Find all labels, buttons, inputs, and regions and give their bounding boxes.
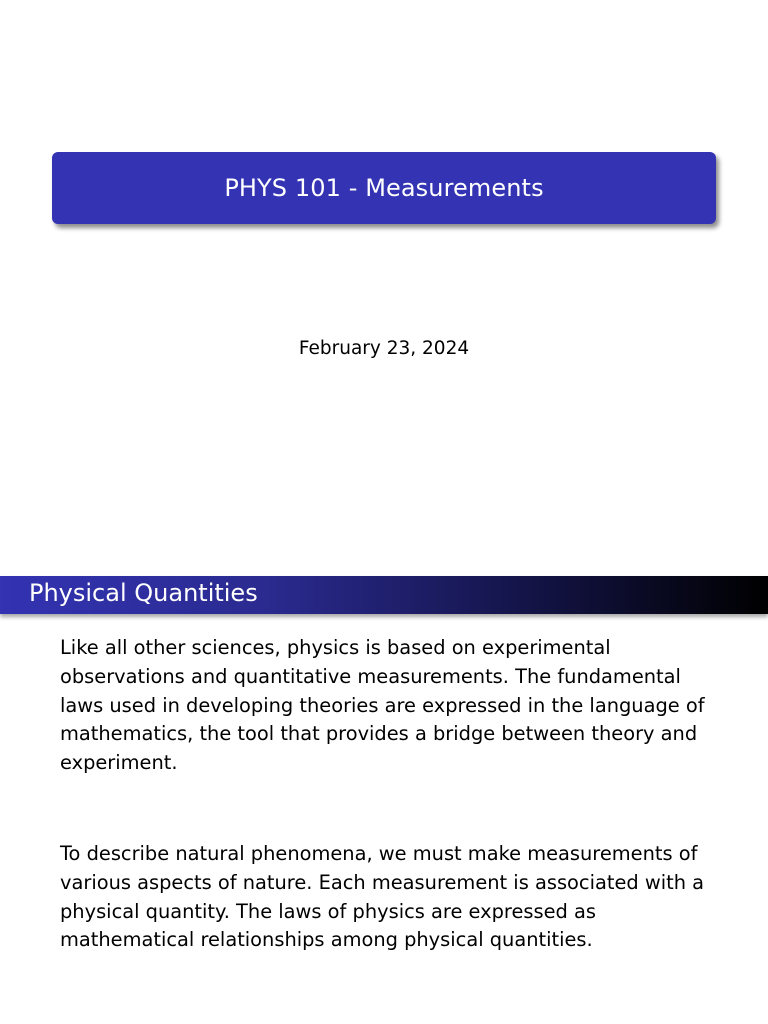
frame-title: Physical Quantities [29, 579, 258, 607]
presentation-title: PHYS 101 - Measurements [224, 174, 544, 202]
paragraph-2 [60, 840, 720, 955]
paragraph-2-line-3: physical quantity. The laws of physics are expressed as [60, 899, 596, 923]
paragraph-1-line-2: observations and quantitative measurements. The fundamental [60, 664, 681, 688]
presentation-date: February 23, 2024 [298, 338, 470, 359]
paragraph-1-line-3: laws used in developing theories are expressed in the language of [60, 693, 705, 717]
title-box [52, 152, 716, 224]
paragraph-1-line-1: Like all other sciences, physics is based on experimental [60, 636, 611, 659]
frame-header [0, 576, 768, 614]
paragraph-1 [60, 634, 720, 778]
paragraph-2-line-2: various aspects of nature. Each measurement is associated with a [60, 870, 705, 894]
paragraph-1-line-4: mathematics, the tool that provides a bridge between theory and [60, 722, 698, 746]
paragraph-1-line-5: experiment. [60, 751, 178, 775]
paragraph-2-line-1: To describe natural phenomena, we must make measurements of [60, 842, 698, 865]
paragraph-2-line-4: mathematical relationships among physical quantities. [60, 928, 593, 952]
